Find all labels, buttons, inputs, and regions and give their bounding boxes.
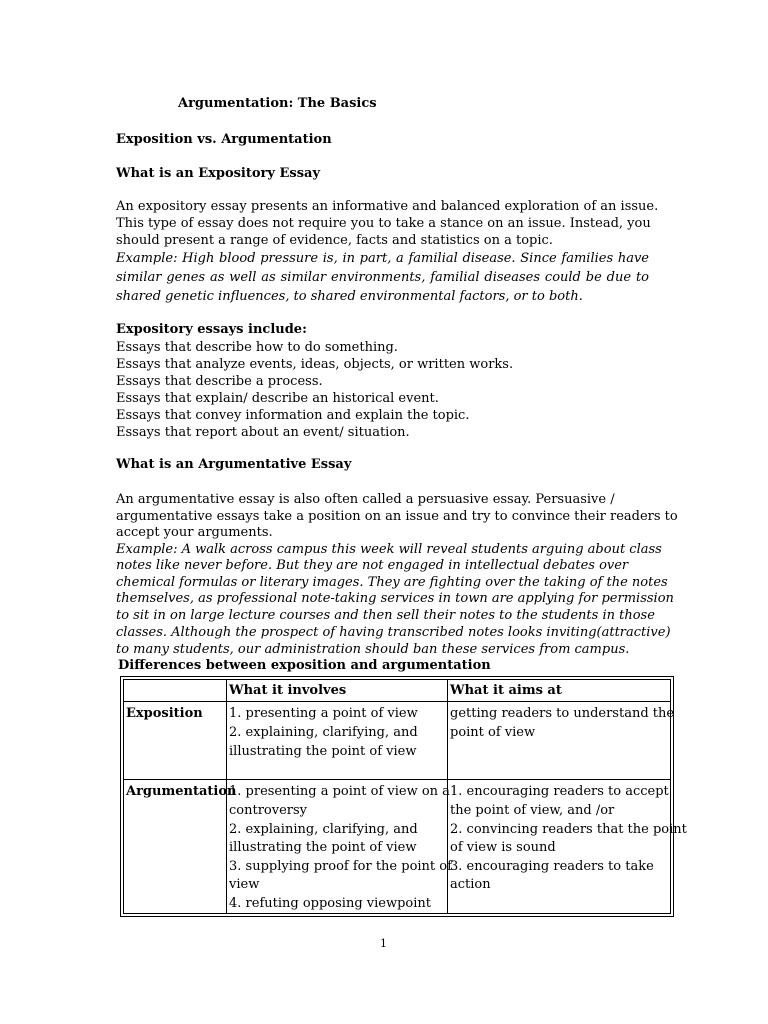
table-cell-line: 1. presenting a point of view [229,706,418,721]
example-line: classes. Although the prospect of having transcribed notes looks inviting(attractive) [116,625,671,640]
table-cell-line: 2. convincing readers that the point [450,822,687,837]
table-inner-border [123,679,687,914]
paragraph-line: This type of essay does not require you to take a stance on an issue. Instead, you [116,216,651,231]
table-cell-line: illustrating the point of view [229,840,417,855]
list-item: Essays that describe how to do something. [116,340,398,355]
example-line: similar genes as well as similar environments, familial diseases could be due to [116,270,649,285]
table-cell-line: controversy [229,803,308,818]
example-line: Example: A walk across campus this week will reveal students arguing about class [116,542,662,557]
table-cell-line: action [450,877,491,892]
column-header-involves: What it involves [229,683,347,698]
expository-heading: What is an Expository Essay [116,166,320,181]
column-header-aims: What it aims at [450,683,562,698]
differences-table [120,676,687,917]
table-cell-line: 3. supplying proof for the point of [229,859,452,874]
table-cell-line: 4. refuting opposing viewpoint [229,896,432,911]
paragraph-line: should present a range of evidence, facts and statistics on a topic. [116,233,553,248]
list-item: Essays that report about an event/ situation. [116,425,410,440]
list-item: Essays that convey information and explain the topic. [116,408,470,423]
differences-heading: Differences between exposition and argumentation [118,658,491,673]
page-number: 1 [380,937,387,950]
list-item: Essays that describe a process. [116,374,323,389]
table-cell-line: 3. encouraging readers to take [450,859,654,874]
table-cell-line: 1. encouraging readers to accept [450,784,669,799]
table-cell-line: 2. explaining, clarifying, and [229,822,418,837]
row-divider [124,701,670,702]
table-cell-line: view [229,877,260,892]
table-cell-line: the point of view, and /or [450,803,615,818]
page-title: Argumentation: The Basics [178,96,377,111]
paragraph-line: An argumentative essay is also often called a persuasive essay. Persuasive / [116,492,615,507]
table-cell-line: illustrating the point of view [229,744,417,759]
table-cell-line: 1. presenting a point of view on a [229,784,450,799]
example-line: themselves, as professional note-taking services in town are applying for permission [116,591,674,606]
row-label-exposition: Exposition [126,706,203,721]
expository-include-heading: Expository essays include: [116,322,307,337]
table-cell-line: 2. explaining, clarifying, and [229,725,418,740]
example-line: Example: High blood pressure is, in part, a familial disease. Since families have [116,251,649,266]
example-line: chemical formulas or literary images. They are fighting over the taking of the notes [116,575,668,590]
section-heading: Exposition vs. Argumentation [116,132,332,147]
paragraph-line: An expository essay presents an informative and balanced exploration of an issue. [116,199,659,214]
table-cell-line: getting readers to understand the [450,706,675,721]
list-item: Essays that analyze events, ideas, objects, or written works. [116,357,514,372]
table-cell-line: of view is sound [450,840,556,855]
row-divider [124,779,670,780]
table-cell-line: point of view [450,725,536,740]
paragraph-line: argumentative essays take a position on an issue and try to convince their readers to [116,509,678,524]
example-line: shared genetic influences, to shared environmental factors, or to both. [116,289,583,304]
list-item: Essays that explain/ describe an historical event. [116,391,439,406]
paragraph-line: accept your arguments. [116,525,273,540]
example-line: notes like never before. But they are not engaged in intellectual debates over [116,558,629,573]
row-label-argumentation: Argumentation [126,784,237,799]
example-line: to sit in on large lecture courses and then sell their notes to the students in those [116,608,655,623]
example-line: to many students, our administration should ban these services from campus. [116,642,630,657]
argumentative-heading: What is an Argumentative Essay [116,457,352,472]
